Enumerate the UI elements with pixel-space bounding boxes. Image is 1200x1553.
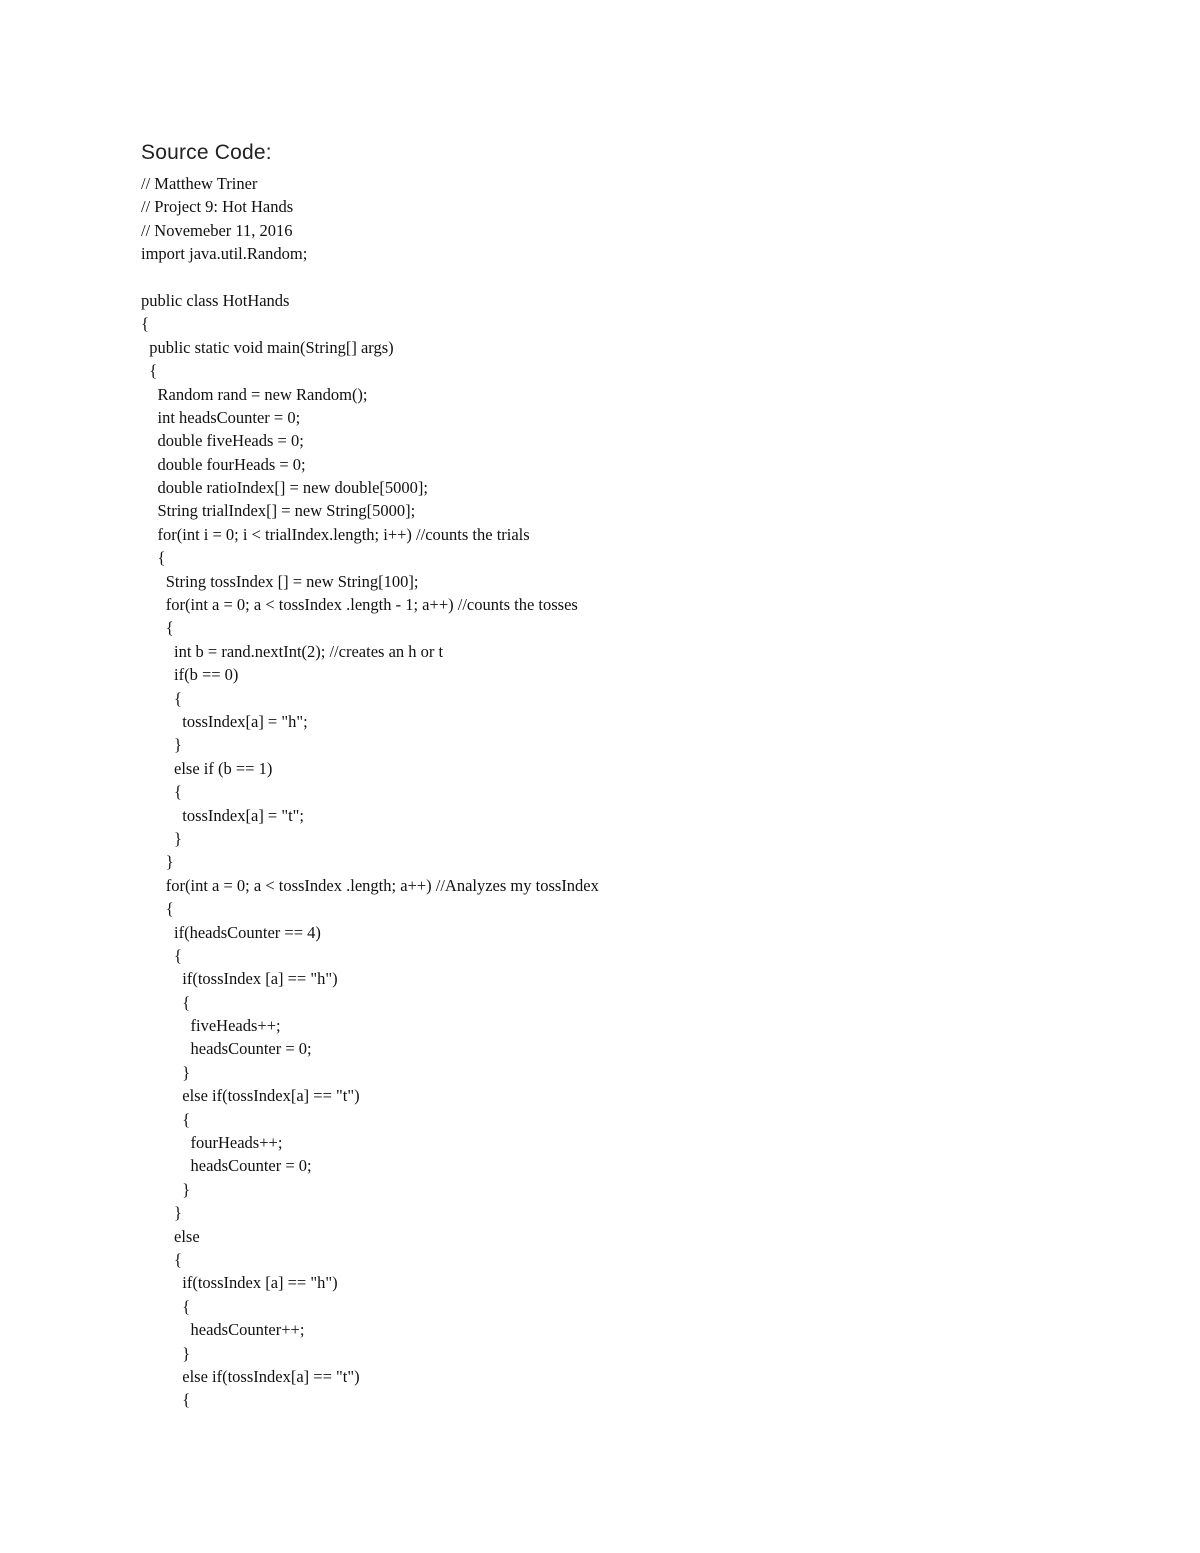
code-line: {: [141, 688, 182, 708]
code-line: for(int a = 0; a < tossIndex .length; a++) //Analyzes my tossIndex: [141, 875, 599, 895]
code-line: {: [141, 1390, 191, 1410]
page-title: Source Code:: [141, 141, 272, 164]
code-line: for(int a = 0; a < tossIndex .length - 1; a++) //counts the tosses: [141, 595, 578, 615]
code-line: {: [141, 618, 174, 638]
code-line: String trialIndex[] = new String[5000];: [141, 501, 416, 521]
code-line: tossIndex[a] = "h";: [141, 711, 308, 731]
code-line: String tossIndex [] = new String[100];: [141, 571, 419, 591]
code-line: }: [141, 1343, 191, 1363]
source-code-block: [141, 172, 599, 1412]
code-line: double fiveHeads = 0;: [141, 431, 304, 451]
code-line: }: [141, 828, 182, 848]
code-line: fourHeads++;: [141, 1133, 283, 1153]
code-line: {: [141, 1109, 191, 1129]
code-line: {: [141, 1249, 182, 1269]
code-line: headsCounter = 0;: [141, 1156, 312, 1176]
code-line: Random rand = new Random();: [141, 384, 368, 404]
code-line: double ratioIndex[] = new double[5000];: [141, 478, 428, 498]
code-line: }: [141, 1062, 191, 1082]
code-line: {: [141, 548, 166, 568]
code-line: [141, 266, 599, 289]
code-line: int headsCounter = 0;: [141, 407, 301, 427]
code-line: if(tossIndex [a] == "h"): [141, 1273, 338, 1293]
code-line: double fourHeads = 0;: [141, 454, 306, 474]
code-line: {: [141, 782, 182, 802]
code-line: else if(tossIndex[a] == "t"): [141, 1086, 360, 1106]
code-line: headsCounter++;: [141, 1320, 305, 1340]
code-line: {: [141, 361, 158, 381]
code-line: }: [141, 852, 174, 872]
code-line: public static void main(String[] args): [141, 337, 394, 357]
code-line: else: [141, 1226, 200, 1246]
code-line: {: [141, 899, 174, 919]
code-line: if(b == 0): [141, 665, 239, 685]
code-line: }: [141, 735, 182, 755]
code-line: // Project 9: Hot Hands: [141, 197, 294, 217]
code-line: if(tossIndex [a] == "h"): [141, 969, 338, 989]
code-line: // Novemeber 11, 2016: [141, 220, 293, 240]
code-line: headsCounter = 0;: [141, 1039, 312, 1059]
code-line: fiveHeads++;: [141, 1016, 281, 1036]
code-line: {: [141, 945, 182, 965]
code-line: {: [141, 314, 149, 334]
code-line: // Matthew Triner: [141, 174, 258, 193]
code-line: else if(tossIndex[a] == "t"): [141, 1366, 360, 1386]
code-line: int b = rand.nextInt(2); //creates an h or t: [141, 641, 444, 661]
code-line: public class HotHands: [141, 290, 290, 310]
code-line: if(headsCounter == 4): [141, 922, 321, 942]
code-line: }: [141, 1203, 182, 1223]
code-line: import java.util.Random;: [141, 244, 308, 264]
code-line: {: [141, 1296, 191, 1316]
code-line: {: [141, 992, 191, 1012]
code-line: for(int i = 0; i < trialIndex.length; i++) //counts the trials: [141, 524, 530, 544]
code-line: tossIndex[a] = "t";: [141, 805, 305, 825]
code-line: }: [141, 1179, 191, 1199]
code-line: else if (b == 1): [141, 758, 273, 778]
